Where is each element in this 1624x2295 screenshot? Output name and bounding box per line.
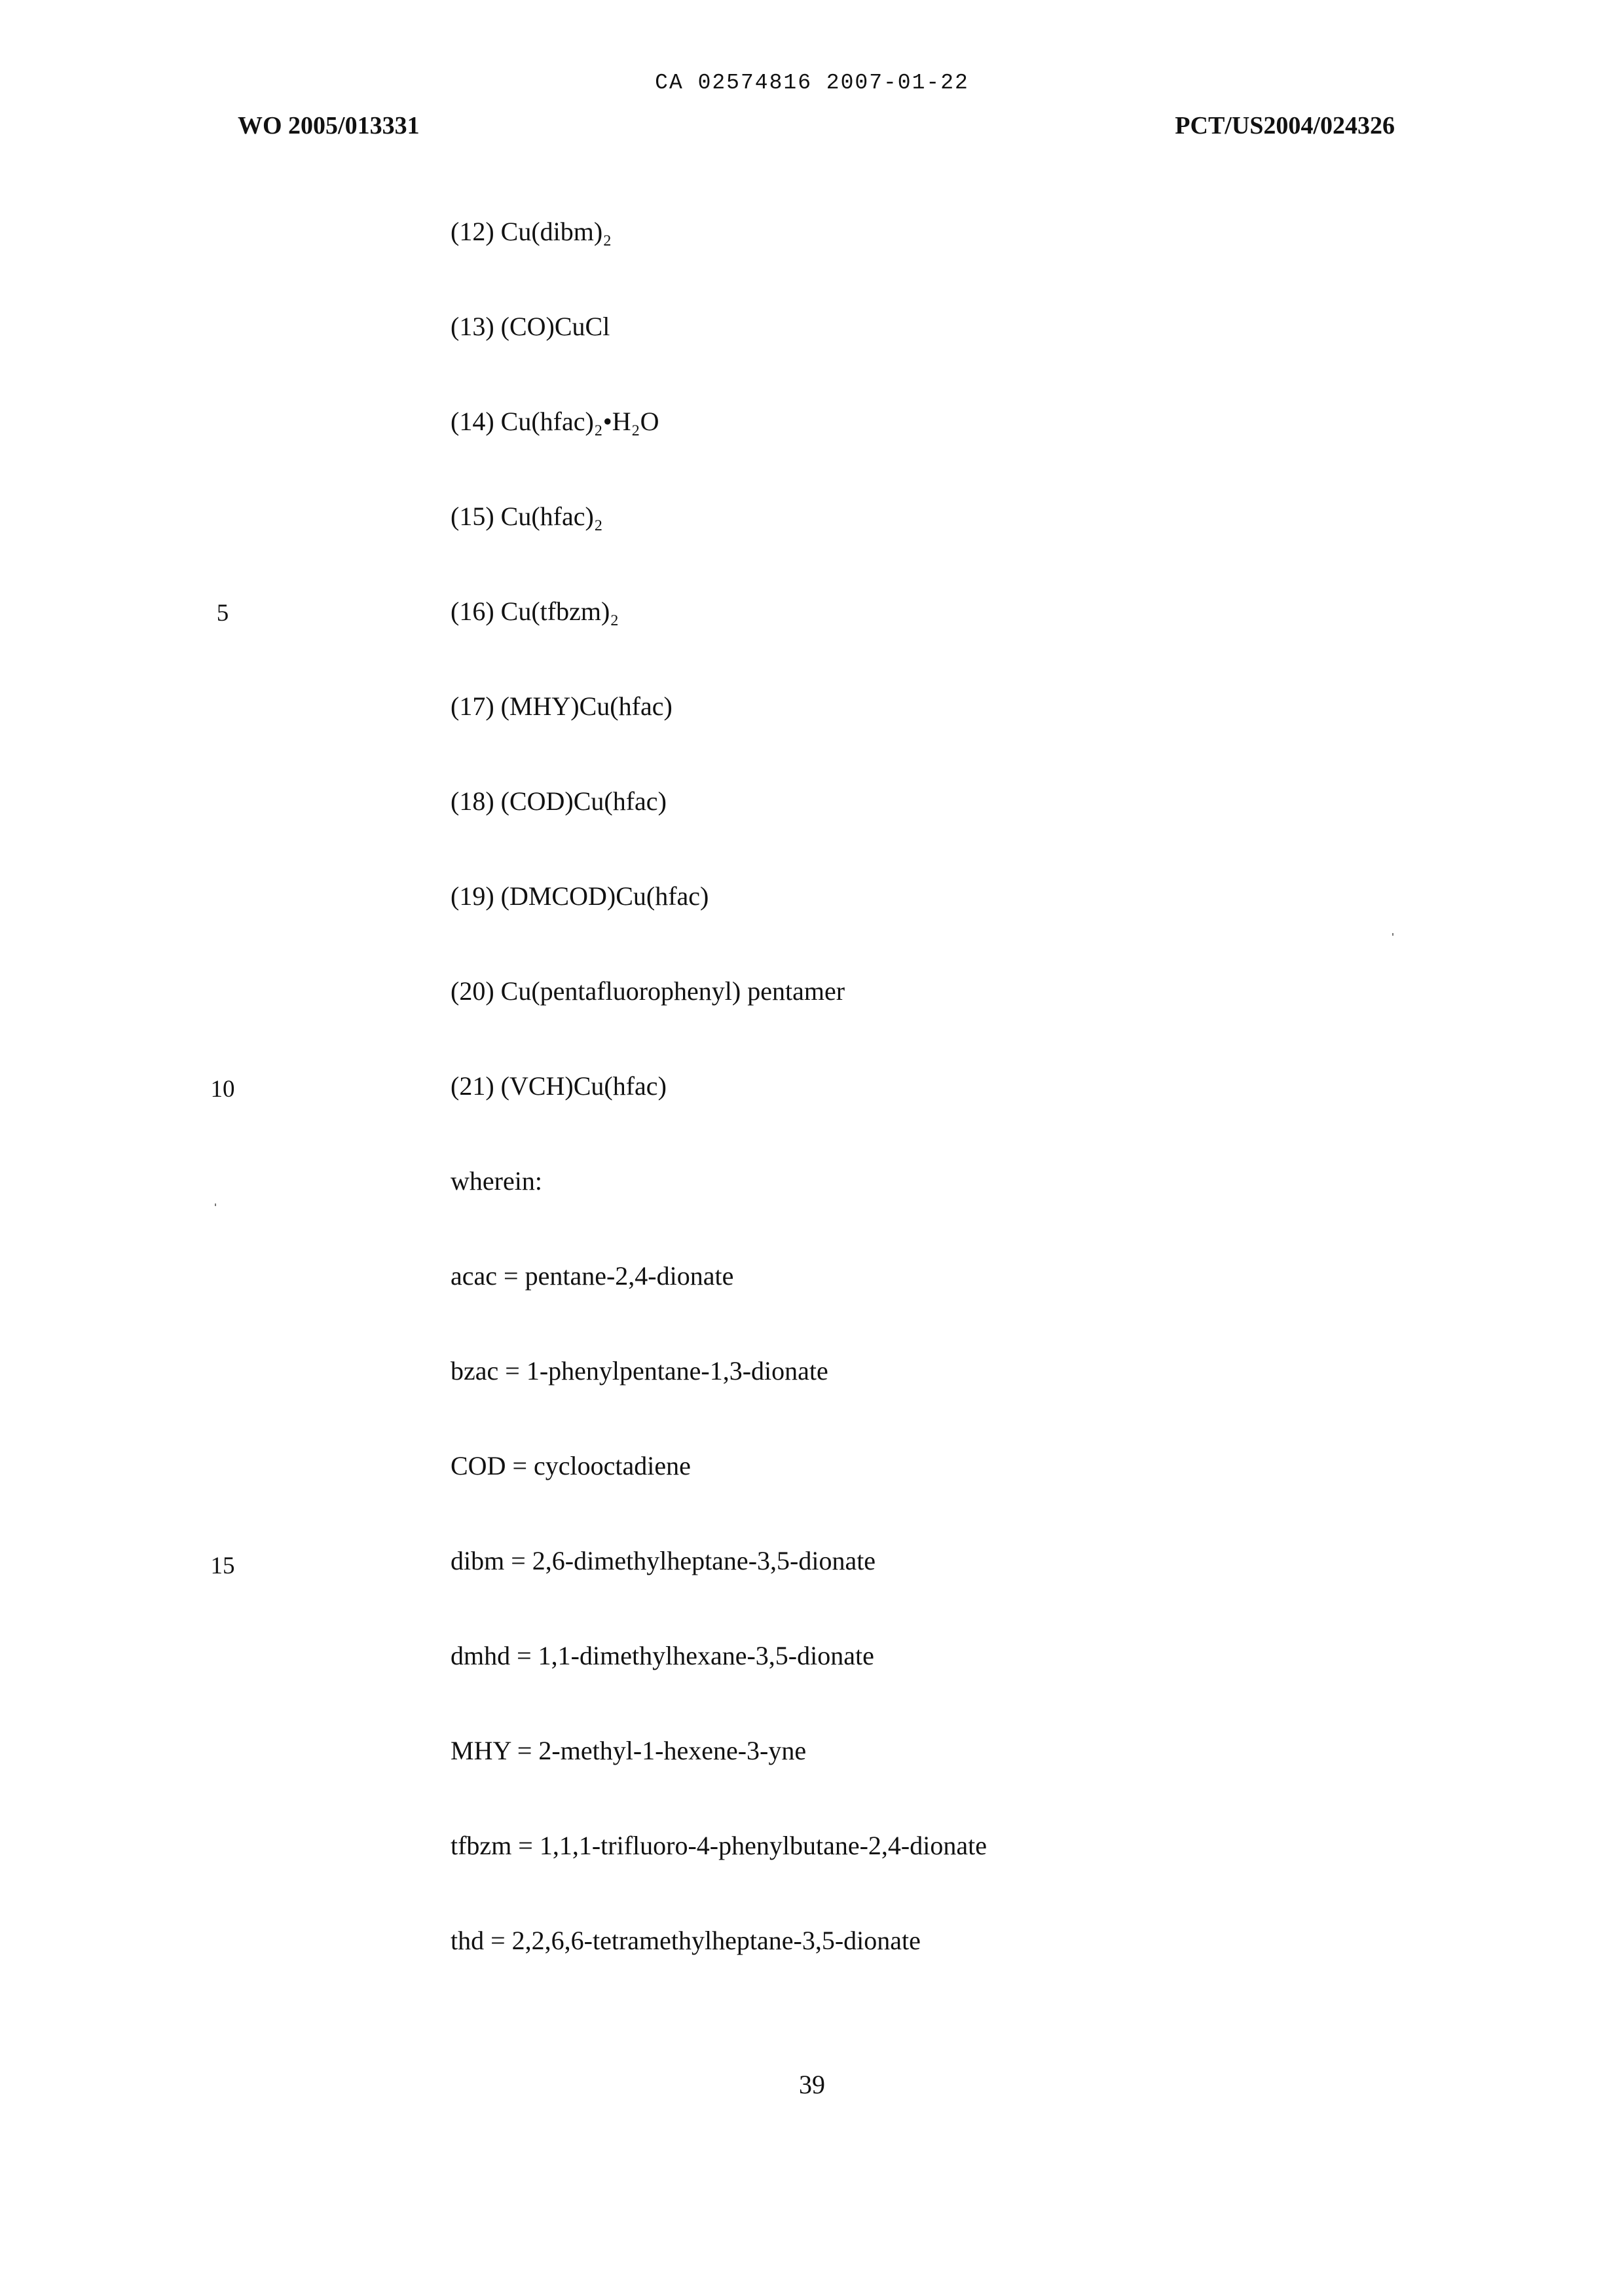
compound-formula: (VCH)Cu(hfac) [500, 1071, 667, 1101]
filing-stamp: CA 02574816 2007-01-22 [655, 71, 969, 95]
compound-item [451, 881, 709, 911]
line-number-15: 15 [210, 1552, 235, 1579]
compound-formula: Cu(dibm)₂ [500, 217, 612, 246]
compound-item [451, 691, 673, 722]
compound-number: (14) [451, 407, 494, 436]
wherein-label: wherein: [451, 1166, 542, 1196]
scan-speck [215, 1203, 216, 1206]
compound-number: (21) [451, 1071, 494, 1101]
compound-item [451, 596, 619, 627]
line-number-5: 5 [216, 600, 229, 627]
compound-number: (16) [451, 597, 494, 626]
definition-item: dmhd = 1,1-dimethylhexane-3,5-dionate [451, 1641, 874, 1670]
definition-item: MHY = 2-methyl-1-hexene-3-yne [451, 1736, 807, 1765]
compound-item [451, 216, 612, 247]
compound-item [451, 311, 610, 342]
compound-formula: Cu(hfac)₂ [500, 502, 603, 531]
application-number: PCT/US2004/024326 [1175, 112, 1395, 139]
compound-formula: (DMCOD)Cu(hfac) [500, 881, 709, 911]
page-number: 39 [799, 2070, 825, 2099]
definition-item: acac = pentane-2,4-dionate [451, 1261, 734, 1291]
compound-item [451, 501, 603, 532]
compound-number: (15) [451, 502, 494, 531]
compound-number: (18) [451, 786, 494, 816]
definition-item: bzac = 1-phenylpentane-1,3-dionate [451, 1356, 828, 1386]
publication-number: WO 2005/013331 [238, 112, 420, 139]
compound-item [451, 786, 667, 817]
compound-formula: (CO)CuCl [500, 312, 610, 341]
definition-item: thd = 2,2,6,6-tetramethylheptane-3,5-dionate [451, 1926, 921, 1955]
compound-item [451, 976, 845, 1006]
compound-number: (13) [451, 312, 494, 341]
scan-speck [1392, 933, 1393, 936]
compound-formula: Cu(hfac)₂•H₂O [500, 407, 659, 436]
compound-item [451, 406, 659, 437]
compound-number: (20) [451, 976, 494, 1006]
compound-formula: (MHY)Cu(hfac) [500, 691, 673, 721]
line-number-10: 10 [210, 1076, 235, 1103]
definition-item: COD = cyclooctadiene [451, 1451, 691, 1480]
compound-number: (17) [451, 691, 494, 721]
compound-item [451, 1071, 667, 1101]
definition-item: dibm = 2,6-dimethylheptane-3,5-dionate [451, 1546, 876, 1575]
compound-formula: (COD)Cu(hfac) [500, 786, 667, 816]
compound-number: (12) [451, 217, 494, 246]
compound-formula: Cu(tfbzm)₂ [500, 597, 619, 626]
definition-item: tfbzm = 1,1,1-trifluoro-4-phenylbutane-2,4-dionate [451, 1831, 987, 1860]
compound-number: (19) [451, 881, 494, 911]
compound-formula: Cu(pentafluorophenyl) pentamer [500, 976, 845, 1006]
